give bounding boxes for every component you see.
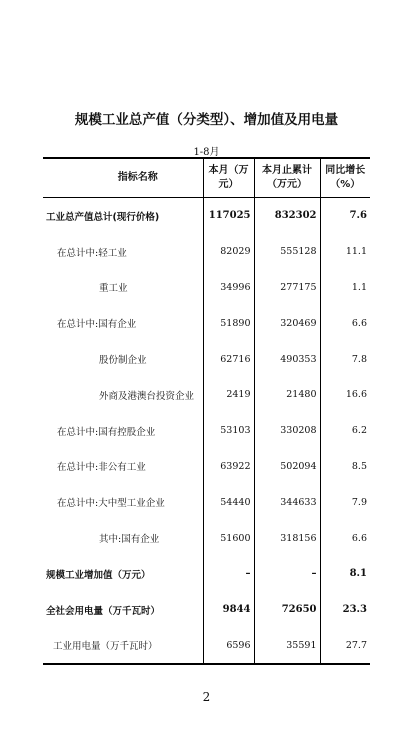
table-row	[43, 198, 370, 234]
row-cumulative-value: –	[254, 556, 320, 592]
row-name: 其中:国有企业	[99, 534, 160, 546]
table-row	[43, 377, 370, 413]
table-row	[43, 592, 370, 628]
header-indicator-name: 指标名称	[43, 158, 203, 198]
row-month-value: 82029	[203, 234, 254, 270]
row-yoy-value: 7.9	[320, 484, 370, 520]
row-cumulative-value: 502094	[254, 449, 320, 485]
row-name: 规模工业增加值（万元）	[46, 569, 151, 581]
row-cumulative-value: 277175	[254, 270, 320, 306]
page-number: 2	[202, 690, 211, 704]
header-yoy-line1: 同比增长	[325, 165, 366, 176]
row-yoy-value: 6.6	[320, 305, 370, 341]
header-current-month-line1: 本月（万	[208, 165, 249, 176]
row-name: 全社会用电量（万千瓦时）	[46, 605, 161, 617]
row-month-value: –	[203, 556, 254, 592]
row-yoy-value: 7.8	[320, 341, 370, 377]
header-cumulative-line1: 本月止累计	[262, 165, 312, 176]
row-cumulative-value: 555128	[254, 234, 320, 270]
header-yoy-line2: （%）	[330, 179, 361, 190]
row-yoy-value: 23.3	[320, 592, 370, 628]
row-cumulative-value: 21480	[254, 377, 320, 413]
row-cumulative-value: 832302	[254, 198, 320, 234]
header-cumulative	[254, 158, 320, 198]
row-cumulative-value: 72650	[254, 592, 320, 628]
row-month-value: 62716	[203, 341, 254, 377]
table-header-row	[43, 158, 370, 198]
row-name: 在总计中:非公有工业	[57, 462, 146, 474]
row-cumulative-value: 35591	[254, 628, 320, 665]
table-row	[43, 449, 370, 485]
table-row	[43, 413, 370, 449]
row-cumulative-value: 490353	[254, 341, 320, 377]
row-cumulative-value: 320469	[254, 305, 320, 341]
table-row	[43, 234, 370, 270]
row-name: 外商及港澳台投资企业	[99, 390, 195, 402]
header-cumulative-line2: （万元）	[267, 179, 307, 190]
header-current-month	[203, 158, 254, 198]
table-row	[43, 305, 370, 341]
row-name: 在总计中:国有控股企业	[57, 426, 156, 438]
row-month-value: 53103	[203, 413, 254, 449]
row-cumulative-value: 330208	[254, 413, 320, 449]
row-month-value: 51600	[203, 520, 254, 556]
row-name: 在总计中:轻工业	[57, 247, 127, 259]
row-month-value: 6596	[203, 628, 254, 665]
row-month-value: 2419	[203, 377, 254, 413]
row-month-value: 63922	[203, 449, 254, 485]
row-yoy-value: 8.5	[320, 449, 370, 485]
table-row	[43, 270, 370, 306]
table-row	[43, 341, 370, 377]
row-month-value: 34996	[203, 270, 254, 306]
table-row	[43, 520, 370, 556]
header-current-month-line2: 元）	[218, 179, 239, 190]
row-cumulative-value: 344633	[254, 484, 320, 520]
row-month-value: 117025	[203, 198, 254, 234]
table-row	[43, 556, 370, 592]
row-name: 工业总产值总计(现行价格)	[46, 211, 160, 223]
page-title: 规模工业总产值（分类型）、增加值及用电量	[74, 112, 339, 128]
statistics-table	[43, 157, 370, 665]
row-yoy-value: 11.1	[320, 234, 370, 270]
period-label: 1-8月	[193, 147, 220, 158]
row-month-value: 51890	[203, 305, 254, 341]
table-row	[43, 484, 370, 520]
row-yoy-value: 1.1	[320, 270, 370, 306]
row-name: 工业用电量（万千瓦时）	[53, 641, 158, 653]
row-name: 股份制企业	[99, 355, 147, 367]
row-cumulative-value: 318156	[254, 520, 320, 556]
header-yoy-growth	[320, 158, 370, 198]
row-month-value: 9844	[203, 592, 254, 628]
table-row	[43, 628, 370, 665]
row-month-value: 54440	[203, 484, 254, 520]
row-yoy-value: 6.6	[320, 520, 370, 556]
row-yoy-value: 27.7	[320, 628, 370, 665]
row-name: 重工业	[99, 283, 128, 295]
row-name: 在总计中:大中型工业企业	[57, 498, 165, 510]
row-yoy-value: 16.6	[320, 377, 370, 413]
row-yoy-value: 6.2	[320, 413, 370, 449]
row-yoy-value: 8.1	[320, 556, 370, 592]
row-yoy-value: 7.6	[320, 198, 370, 234]
row-name: 在总计中:国有企业	[57, 319, 137, 331]
